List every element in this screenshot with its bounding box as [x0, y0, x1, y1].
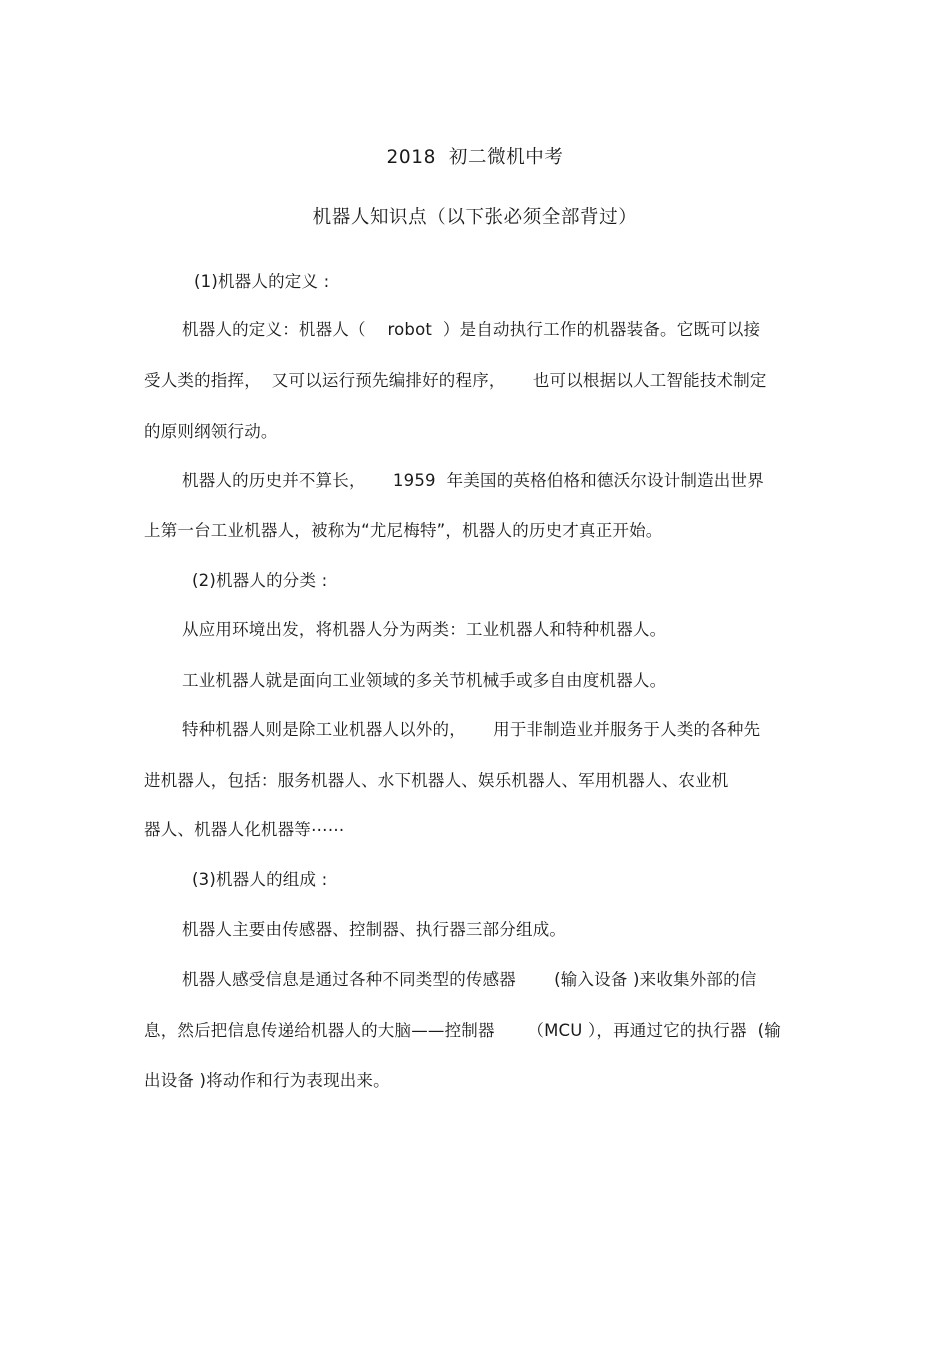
paragraph-line: 器人、机器人化机器等⋯⋯	[144, 820, 345, 839]
section-heading-definition: (1)机器人的定义 :	[194, 272, 330, 291]
paragraph-line: 机器人的定义：机器人（ robot ）是自动执行工作的机器装备。它既可以接	[182, 320, 761, 339]
paragraph-line: 息，然后把信息传递给机器人的大脑——控制器 （MCU ），再通过它的执行器 (输	[144, 1021, 781, 1040]
paragraph-line: 工业机器人就是面向工业领域的多关节机械手或多自由度机器人。	[182, 671, 667, 690]
document-title: 2018 初二微机中考	[386, 147, 564, 168]
paragraph-line: 机器人感受信息是通过各种不同类型的传感器 (输入设备 )来收集外部的信	[182, 970, 757, 989]
paragraph-line: 的原则纲领行动。	[144, 422, 278, 441]
paragraph-line: 机器人的历史并不算长， 1959 年美国的英格伯格和德沃尔设计制造出世界	[182, 471, 764, 490]
paragraph-line: 上第一台工业机器人，被称为“尤尼梅特”，机器人的历史才真正开始。	[144, 521, 663, 540]
paragraph-line: 特种机器人则是除工业机器人以外的， 用于非制造业并服务于人类的各种先	[182, 720, 761, 739]
paragraph-line: 机器人主要由传感器、控制器、执行器三部分组成。	[182, 920, 567, 939]
section-heading-classification: (2)机器人的分类 :	[192, 571, 328, 590]
document-subtitle: 机器人知识点（以下张必须全部背过）	[312, 207, 638, 228]
paragraph-line: 出设备 )将动作和行为表现出来。	[144, 1071, 390, 1090]
paragraph-line: 从应用环境出发，将机器人分为两类：工业机器人和特种机器人。	[182, 620, 667, 639]
paragraph-line: 进机器人，包括：服务机器人、水下机器人、娱乐机器人、军用机器人、农业机	[144, 771, 729, 790]
section-heading-composition: (3)机器人的组成 :	[192, 870, 328, 889]
paragraph-line: 受人类的指挥， 又可以运行预先编排好的程序， 也可以根据以人工智能技术制定	[144, 371, 767, 390]
